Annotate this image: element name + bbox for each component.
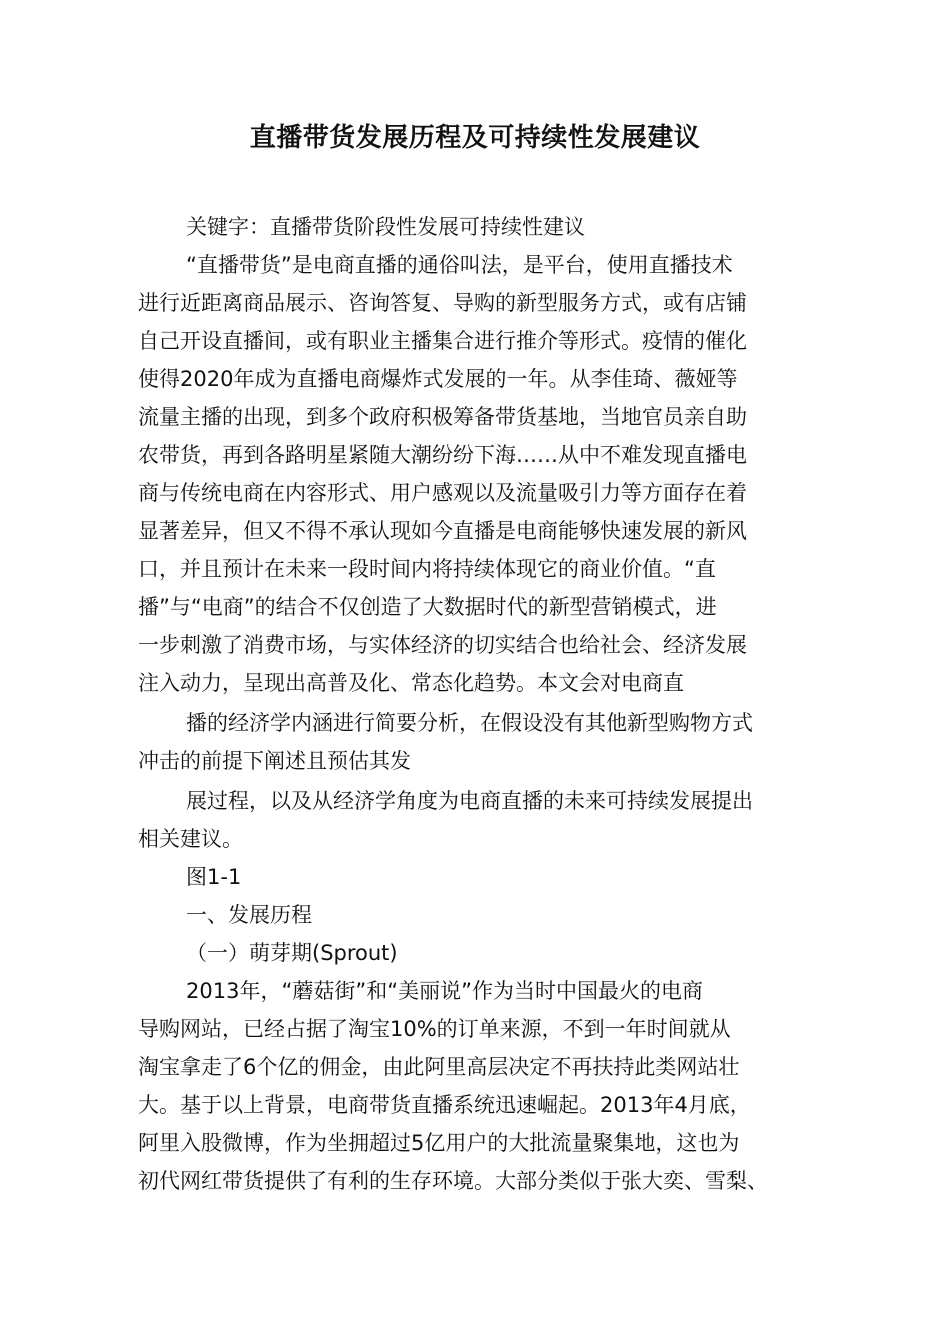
paragraph-line: 商与传统电商在内容形式、用户感观以及流量吸引力等方面存在着 (138, 481, 747, 505)
paragraph-line: 淘宝拿走了6个亿的佣金，由此阿里高层决定不再扶持此类网站壮 (138, 1055, 740, 1079)
paragraph-line: 展过程，以及从经济学角度为电商直播的未来可持续发展提出 (186, 789, 753, 813)
paragraph-line: 相关建议。 (138, 827, 243, 851)
paragraph-line: 导购网站，已经占据了淘宝10%的订单来源，不到一年时间就从 (138, 1017, 731, 1041)
paragraph-line: 大。基于以上背景，电商带货直播系统迅速崛起。2013年4月底， (138, 1093, 751, 1117)
paragraph-line: 播”与“电商”的结合不仅创造了大数据时代的新型营销模式，进 (138, 595, 717, 619)
paragraph-line: 进行近距离商品展示、咨询答复、导购的新型服务方式，或有店铺 (138, 291, 747, 315)
figure-caption: 图1-1 (186, 865, 242, 889)
paragraph-line: 2013年，“蘑菇街”和“美丽说”作为当时中国最火的电商 (186, 979, 703, 1003)
paragraph-line: 显著差异，但又不得不承认现如今直播是电商能够快速发展的新风 (138, 519, 747, 543)
paragraph-line: “直播带货”是电商直播的通俗叫法，是平台，使用直播技术 (186, 253, 733, 277)
keywords-line: 关键字：直播带货阶段性发展可持续性建议 (186, 215, 585, 239)
paragraph-line: 农带货，再到各路明星紧随大潮纷纷下海……从中不难发现直播电 (138, 443, 747, 467)
paragraph-line: 播的经济学内涵进行简要分析，在假设没有其他新型购物方式 (186, 711, 753, 735)
subsection-heading: （一）萌芽期(Sprout) (186, 941, 398, 965)
paragraph-line: 冲击的前提下阐述且预估其发 (138, 749, 411, 773)
paragraph-line: 一步刺激了消费市场，与实体经济的切实结合也给社会、经济发展 (138, 633, 747, 657)
paragraph-line: 注入动力，呈现出高普及化、常态化趋势。本文会对电商直 (138, 671, 684, 695)
paragraph-line: 阿里入股微博，作为坐拥超过5亿用户的大批流量聚集地，这也为 (138, 1131, 740, 1155)
paragraph-line: 流量主播的出现，到多个政府积极筹备带货基地，当地官员亲自助 (138, 405, 747, 429)
paragraph-line: 使得2020年成为直播电商爆炸式发展的一年。从李佳琦、薇娅等 (138, 367, 738, 391)
document-title: 直播带货发展历程及可持续性发展建议 (249, 123, 701, 153)
paragraph-line: 初代网红带货提供了有利的生存环境。大部分类似于张大奕、雪梨、 (138, 1169, 768, 1193)
paragraph-line: 自己开设直播间，或有职业主播集合进行推介等形式。疫情的催化 (138, 329, 747, 353)
section-heading: 一、发展历程 (186, 903, 312, 927)
paragraph-line: 口，并且预计在未来一段时间内将持续体现它的商业价值。“直 (138, 557, 716, 581)
